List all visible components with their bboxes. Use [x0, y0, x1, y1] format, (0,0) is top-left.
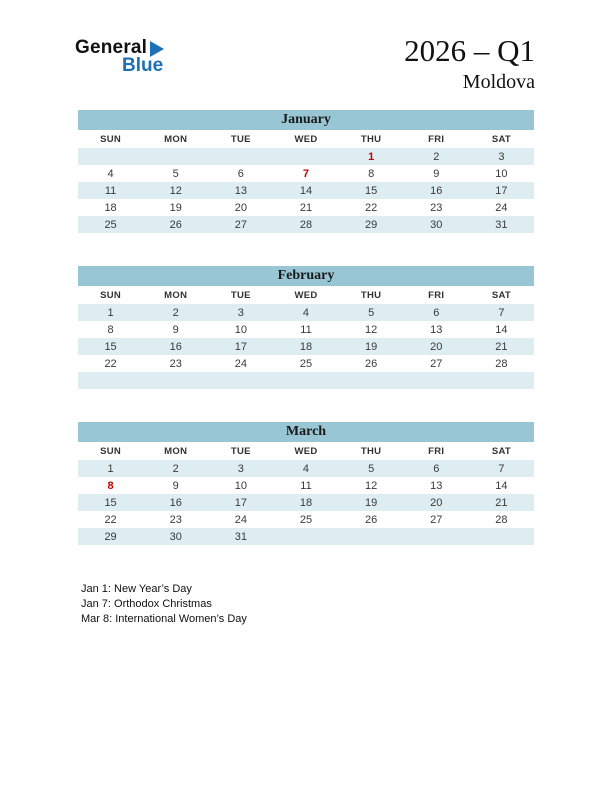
- dow-header: MON: [143, 286, 208, 304]
- day-cell: 15: [365, 184, 378, 197]
- day-cell: 11: [104, 184, 117, 197]
- day-cell: 28: [495, 357, 508, 370]
- day-cell: [469, 372, 534, 389]
- day-cell: 8: [107, 323, 114, 336]
- day-cell: 1: [107, 306, 114, 319]
- day-cell: 2: [172, 306, 179, 319]
- day-cell: 29: [365, 218, 378, 231]
- month-title-row: [78, 422, 534, 442]
- day-of-week-row: [78, 286, 534, 304]
- day-cell: 13: [430, 323, 443, 336]
- day-cell: 5: [368, 462, 375, 475]
- day-cell: 7: [498, 306, 505, 319]
- day-cell: 16: [169, 496, 182, 509]
- week-row: [78, 216, 534, 233]
- month-title: February: [78, 266, 534, 286]
- week-row: [78, 494, 534, 511]
- day-cell: 26: [169, 218, 182, 231]
- day-cell: 2: [433, 150, 440, 163]
- dow-header: THU: [339, 442, 404, 460]
- day-cell: 31: [234, 530, 247, 543]
- dow-header: SUN: [78, 286, 143, 304]
- month-title-row: [78, 110, 534, 130]
- day-cell: 21: [299, 201, 313, 214]
- day-cell: 21: [495, 340, 508, 353]
- day-cell: 12: [169, 184, 182, 197]
- day-cell: 9: [172, 479, 179, 492]
- week-row: [78, 182, 534, 199]
- week-row: [78, 304, 534, 321]
- dow-header: WED: [273, 130, 338, 148]
- day-cell: 4: [302, 306, 310, 319]
- day-cell: 22: [104, 513, 117, 526]
- day-cell: 31: [495, 218, 508, 231]
- dow-header: MON: [143, 442, 208, 460]
- day-cell: 23: [430, 201, 443, 214]
- week-row: [78, 460, 534, 477]
- day-cell: 5: [172, 167, 179, 180]
- day-cell: 13: [234, 184, 247, 197]
- day-cell: 22: [104, 357, 117, 370]
- day-cell: [208, 148, 273, 165]
- day-cell: 24: [234, 513, 247, 526]
- month-calendar-february: [78, 266, 534, 389]
- dow-header: TUE: [208, 130, 273, 148]
- footnote: Jan 1: New Year’s Day: [81, 583, 192, 595]
- day-cell: 26: [365, 357, 378, 370]
- day-cell: 17: [234, 496, 247, 509]
- day-cell: [273, 148, 338, 165]
- dow-header: SUN: [78, 130, 143, 148]
- dow-header: FRI: [404, 286, 469, 304]
- day-cell: 14: [299, 184, 313, 197]
- day-cell: 9: [433, 167, 440, 180]
- day-cell: 25: [299, 357, 313, 370]
- day-cell: 1: [368, 150, 375, 163]
- week-row: [78, 372, 534, 389]
- day-cell: 24: [495, 201, 508, 214]
- day-cell: 20: [430, 496, 443, 509]
- day-cell: 19: [365, 340, 378, 353]
- logo-text-general: General: [75, 37, 148, 58]
- week-row: [78, 338, 534, 355]
- day-cell: 19: [169, 201, 182, 214]
- week-row: [78, 355, 534, 372]
- day-cell: 15: [104, 496, 117, 509]
- day-cell: 29: [104, 530, 117, 543]
- day-cell: 17: [495, 184, 508, 197]
- dow-header: THU: [339, 130, 404, 148]
- footnote: Jan 7: Orthodox Christmas: [81, 598, 212, 610]
- month-title: January: [78, 110, 534, 130]
- day-of-week-row: [78, 442, 534, 460]
- day-cell: 1: [107, 462, 114, 475]
- week-row: [78, 528, 534, 545]
- day-cell: [208, 372, 273, 389]
- day-cell: 24: [234, 357, 247, 370]
- day-cell: 23: [169, 513, 182, 526]
- day-cell: 9: [172, 323, 179, 336]
- day-cell: 28: [299, 218, 313, 231]
- day-cell: 19: [365, 496, 378, 509]
- day-cell: [339, 372, 404, 389]
- day-cell: 8: [107, 479, 114, 492]
- dow-header: TUE: [208, 442, 273, 460]
- day-cell: 16: [430, 184, 443, 197]
- day-cell: 12: [365, 479, 378, 492]
- month-title-row: [78, 266, 534, 286]
- week-row: [78, 165, 534, 182]
- day-cell: 18: [104, 201, 117, 214]
- day-cell: 11: [300, 323, 312, 336]
- page-header: [75, 34, 535, 94]
- day-cell: 2: [172, 462, 179, 475]
- day-of-week-row: [78, 130, 534, 148]
- day-cell: 3: [237, 462, 244, 475]
- day-cell: 6: [433, 306, 440, 319]
- day-cell: 15: [104, 340, 117, 353]
- day-cell: 10: [234, 323, 247, 336]
- day-cell: 14: [495, 479, 508, 492]
- day-cell: 18: [299, 496, 313, 509]
- dow-header: WED: [273, 442, 338, 460]
- day-cell: [143, 372, 208, 389]
- dow-header: MON: [143, 130, 208, 148]
- dow-header: SAT: [469, 130, 534, 148]
- week-row: [78, 477, 534, 494]
- day-cell: [469, 528, 534, 545]
- day-cell: 7: [302, 167, 310, 180]
- day-cell: 23: [169, 357, 182, 370]
- week-row: [78, 511, 534, 528]
- day-cell: 27: [430, 357, 443, 370]
- region-subtitle: Moldova: [462, 71, 535, 94]
- week-row: [78, 199, 534, 216]
- day-cell: 6: [237, 167, 244, 180]
- day-cell: 6: [433, 462, 440, 475]
- day-cell: 18: [299, 340, 313, 353]
- day-cell: 8: [368, 167, 375, 180]
- day-cell: 25: [299, 513, 313, 526]
- day-cell: 14: [495, 323, 508, 336]
- dow-header: FRI: [404, 130, 469, 148]
- day-cell: [404, 372, 469, 389]
- day-cell: [273, 372, 338, 389]
- day-cell: 10: [234, 479, 247, 492]
- day-cell: 4: [107, 167, 114, 180]
- day-cell: 11: [300, 479, 312, 492]
- day-cell: 17: [234, 340, 247, 353]
- week-row: [78, 148, 534, 165]
- dow-header: SAT: [469, 442, 534, 460]
- month-title: March: [78, 422, 534, 442]
- day-cell: 10: [495, 167, 508, 180]
- logo-text-blue: Blue: [121, 54, 164, 76]
- day-cell: 12: [365, 323, 378, 336]
- month-calendar-march: [78, 422, 534, 545]
- day-cell: 28: [495, 513, 508, 526]
- calendar-months: [78, 110, 534, 578]
- dow-header: THU: [339, 286, 404, 304]
- day-cell: 7: [498, 462, 505, 475]
- page-title: 2026 – Q1: [404, 33, 535, 68]
- day-cell: 3: [498, 150, 505, 163]
- footnote: Mar 8: International Women’s Day: [81, 613, 247, 625]
- day-cell: 30: [430, 218, 443, 231]
- week-row: [78, 321, 534, 338]
- day-cell: 26: [365, 513, 378, 526]
- dow-header: TUE: [208, 286, 273, 304]
- day-cell: [273, 528, 338, 545]
- day-cell: [339, 528, 404, 545]
- day-cell: 3: [237, 306, 244, 319]
- day-cell: 20: [430, 340, 443, 353]
- day-cell: 27: [430, 513, 443, 526]
- day-cell: 27: [234, 218, 247, 231]
- day-cell: [78, 372, 143, 389]
- day-cell: 30: [169, 530, 182, 543]
- dow-header: SAT: [469, 286, 534, 304]
- day-cell: 5: [368, 306, 375, 319]
- day-cell: 4: [302, 462, 310, 475]
- dow-header: FRI: [404, 442, 469, 460]
- day-cell: [78, 148, 143, 165]
- day-cell: 16: [169, 340, 182, 353]
- dow-header: WED: [273, 286, 338, 304]
- dow-header: SUN: [78, 442, 143, 460]
- holiday-footnotes: [81, 582, 247, 627]
- day-cell: [404, 528, 469, 545]
- day-cell: 20: [234, 201, 247, 214]
- day-cell: 22: [365, 201, 378, 214]
- day-cell: [143, 148, 208, 165]
- general-blue-logo: [75, 34, 164, 76]
- day-cell: 21: [495, 496, 508, 509]
- day-cell: 13: [430, 479, 443, 492]
- title-block: [404, 34, 535, 94]
- day-cell: 25: [104, 218, 117, 231]
- month-calendar-january: [78, 110, 534, 233]
